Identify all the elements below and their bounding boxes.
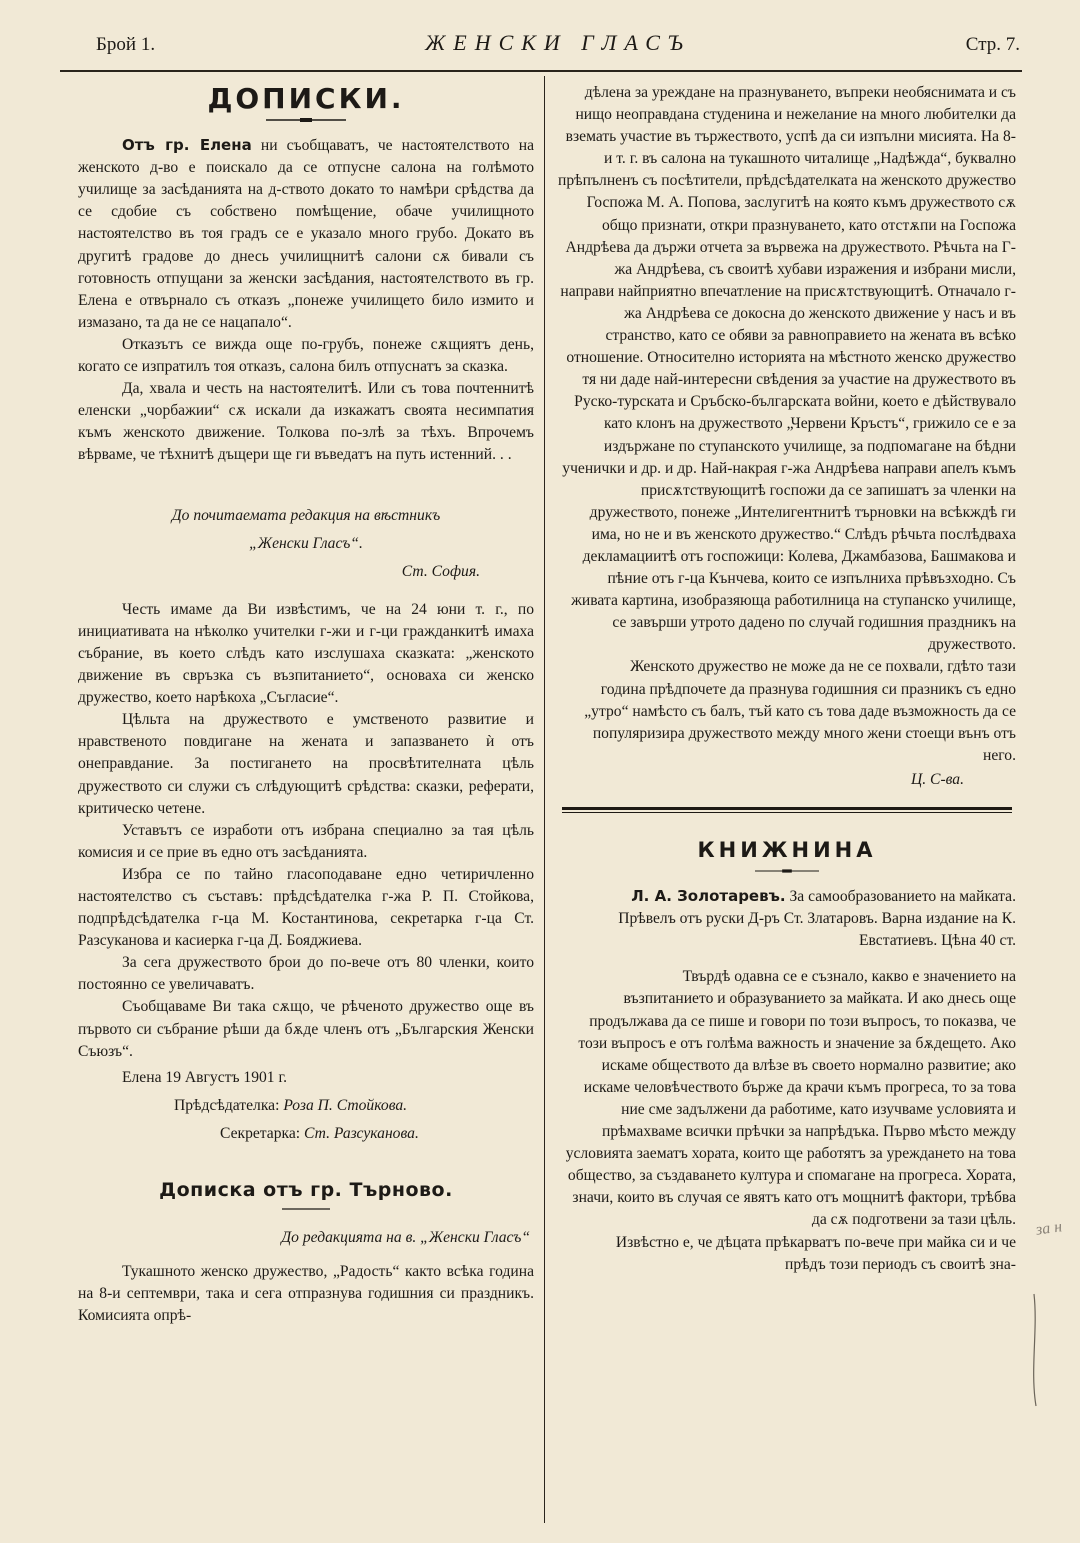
letter-continuation: дѣлена за уреждане на празнуването, въпреки необяснимата и съ нищо неоправдана студенина и нежелание на много любителки да вземать участие въ тържеството, успѣ да си изпълни мисията. На 8-и т. г. въ салона на тукашното читалище „Надѣжда“, буквално прѣпълненъ съ посѣтители, прѣдсѣдателката на женското дружество Госпожа М. А. Попова, заслугитѣ на която къмъ дружеството сѫ общо признати, откри празнуването, като отстѫпи на Госпожа Андрѣева да държи отчета за вървежа на дружеството. Рѣчьта на Г-жа Андрѣева, съ своитѣ хубави изражения и избрани мисли, направи найприятно впечатление на присѫтствующитѣ. Отначало г-жа Андрѣева се докосна до женското движение у насъ и въ странство, като се обяви за равноправието на жената въ всѣко отношение. Относително историята на мѣстното женско дружество тя ни даде най-интересни свѣдения за участие на дружеството въ Руско-турската и Сръбско-българската войни, което е дѣйствувало като клонъ на дружеството „Червени Кръстъ“, грижило се е за издържане по ступанското училище, за подпомагане на бѣдни ученички и др. и др. Най-накрая г-жа Андрѣева направи апелъ къмъ присѫтствующитѣ госпожи да се запишатъ за членки на дружеството, понеже „Интелигентнитѣ търновки на всѣкждѣ ги има, но не и въ женското дружество.“ Слѣдъ рѣчьта послѣдваха декламациитѣ отъ госпожици: Колева, Джамбазова, Башмакова и пѣние отъ г-ца Кънчева, които се изпълниха прѣвъзходно. Съ живата картина, изобразяюща работилница на ступанско училище, се завърши утрото дадено по случай годишния праздникъ на дружеството. (558, 84, 1016, 654)
article-paragraph (78, 134, 534, 334)
letter-paragraph: За сега дружеството брои до по-вече отъ 80 членки, които постоянно се увеличаватъ. (78, 954, 534, 994)
right-column (558, 82, 1016, 1276)
section-heading-dopiski: ДОПИСКИ. (207, 82, 405, 115)
book-author: Л. А. Золотаревъ. (631, 887, 786, 906)
letter-paragraph: Честь имаме да Ви извѣстимъ, че на 24 юни т. г., по инициативата на нѣколко учителки г-жи и г-ци гражданкитѣ имаха събрание, въ което слѣдъ като изслушаха сказката: „женското движение въ свръзка съ възпитанието“, основаха си женско дружество, което нарѣкоха „Съгласие“. (78, 600, 534, 707)
header-rule (60, 70, 1022, 72)
signature-name: Роза П. Стойкова. (283, 1096, 408, 1114)
article-lead: Отъ гр. Елена (122, 136, 252, 155)
article-paragraph: Да, хвала и честь на настоятелитѣ. Или съ това почтеннитѣ еленски „чорбажии“ сѫ искали да изкажатъ своята несимпатия къмъ женското движение. Толкова по-злѣ за тѣхъ. Впрочемъ вѣрваме, че тѣхнитѣ дъщери ще ги въведатъ на путь истенний. . . (78, 380, 534, 464)
ornament-divider (266, 116, 346, 124)
column-divider (544, 76, 545, 1523)
letter-address: До почитаемата редакция на вѣстникъ (171, 506, 441, 524)
left-column (78, 82, 534, 1328)
letter-date: Елена 19 Августъ 1901 г. (122, 1068, 288, 1086)
letter-paragraph: Женското дружество не може да не се похвали, гдѣто тази година прѣдпочете да празнува годишния си празникъ съ едно „утро“ намѣсто съ балъ, тъй като съ това даде възможность да се популяризира дружеството между много жени стоещи вънъ отъ него. (584, 658, 1016, 764)
letter-signature: Ц. С-ва. (910, 770, 964, 788)
signature-name: Ст. Разсуканова. (304, 1124, 419, 1142)
article-text: ни съобщаватъ, че настоятелството на женското д-во е поискало да се отпусне салона на голѣмото училище за засѣданията на д-ството докато то намѣри срѣдства да се сдобие съ собствено помѣщение, обаче училищното настоятелство въ тоя градъ се е указало много грубо. Докато въ другитѣ градове до днесь училищнитѣ салони сѫ бивали съ готовность отпущани за женски засѣдания, настоятелството въ гр. Елена е отвърнало съ отказъ „понеже училището било измито и измазано, та да не се нацапало“. (78, 137, 535, 331)
section-heading-tarnovo: Дописка отъ гр. Търново. (159, 1179, 453, 1202)
letter-destination: Ст. София. (401, 562, 480, 580)
review-paragraph: Твърдѣ одавна се е съзнало, какво е значението на възпитанието и образуванието за майката. И ако днесь още продължава да се пише и говори по този въпросъ, то показва, че този въпросъ е отъ голѣма важность и значение за бѫдещето. Ако искаме обществото да влѣзе въ своето нормално развитие; ако искаме человѣчеството бърже да крачи къмъ прогреса, то за това ние сме задължени да работиме, като изучваме условията и прѣмахваме всички прѣчки за напрѣдъка. Първо мѣсто между условията заематъ хората, които ще работятъ за уреждането на това общество, за създаването култура и спомагане на прогреса. Хората, значи, които въ случая се явятъ като отъ мощнитѣ фактори, трѣбва да сѫ подготвени за тази цѣль. (565, 968, 1016, 1229)
section-heading-knizhnina: КНИЖНИНА (697, 838, 877, 862)
page-number: Стр. 7. (965, 34, 1020, 55)
article-paragraph: Отказътъ се вижда още по-грубъ, понеже сѫщиятъ день, когато се изпратилъ тоя отказъ, салона билъ отпуснатъ за сказка. (78, 335, 534, 376)
book-bibliography: За самообразованието на майката. Прѣвелъ отъ руски Д-ръ Ст. Златаровъ. Варна издание на К. Евстатиевъ. Цѣна 40 ст. (618, 888, 1016, 950)
signature-label: Секретарка: (220, 1124, 301, 1142)
page-header (96, 30, 1020, 64)
letter-paragraph: Избра се по тайно гласоподаване едно четиричленно настоятелство съ съставъ: прѣдсѣдателка г-жа Р. П. Стойкова, подпрѣдсѣдателка г-ца М. Костантинова, секретарка г-ца Ст. Разсуканова и касиерка г-ца Д. Бояджиева. (78, 865, 534, 950)
letter-paragraph: Цѣльта на дружеството е умственото развитие и нравственото повдигане на жената и запазването ѝ отъ онеправдание. За постигането на просвѣтителната цѣль дружеството си служи съ слѣдующитѣ срѣдства: сказки, реферати, критическо четене. (78, 711, 534, 817)
ornament-divider (282, 1205, 330, 1213)
signature-label: Прѣдсѣдателка: (174, 1096, 280, 1114)
book-entry (558, 885, 1016, 952)
ornament-divider (755, 867, 819, 875)
letter-paragraph: Тукашното женско дружество, „Радость“ както всѣка година на 8-и септември, така и сега отпразнува годишния си праздникъ. Комисията опрѣ- (78, 1263, 534, 1325)
letter-paragraph: Съобщаваме Ви така сѫщо, че рѣченото дружество още въ първото си събрание рѣши да бѫде членъ отъ „Българския Женски Съюзъ“. (78, 998, 534, 1060)
letter-address-newspaper: „Женски Гласъ“. (249, 534, 363, 552)
letter-paragraph: Уставътъ се изработи отъ избрана специално за тая цѣль комисия и се прие въ едно отъ засѣданията. (78, 821, 534, 861)
masthead-title: ЖЕНСКИ ГЛАСЪ (425, 30, 691, 55)
letter-address: До редакцията на в. „Женски Гласъ“ (281, 1229, 530, 1247)
margin-pencil-mark (1024, 1290, 1044, 1410)
signature-secretary (78, 1123, 534, 1145)
signature-chair (78, 1095, 534, 1117)
margin-annotation: за н (1034, 1218, 1064, 1239)
issue-number: Брой 1. (96, 34, 156, 55)
review-paragraph: Извѣстно е, че дѣцата прѣкарватъ по-вече при майка си и че прѣдъ този периодъ съ своитѣ зна- (615, 1233, 1016, 1273)
